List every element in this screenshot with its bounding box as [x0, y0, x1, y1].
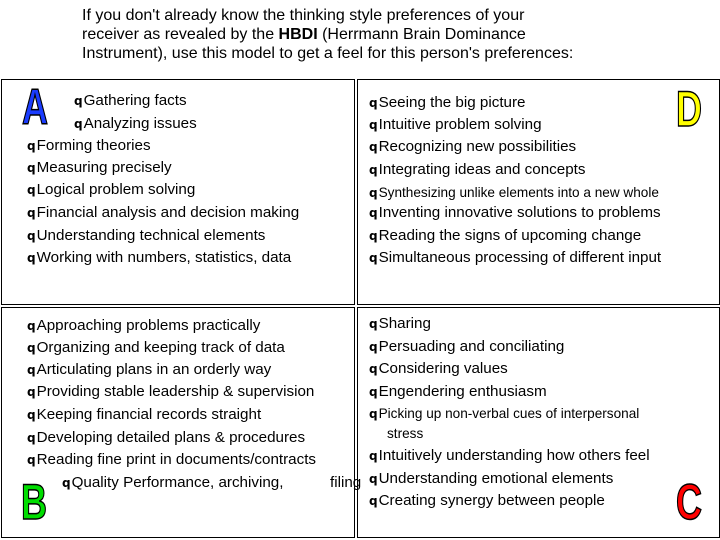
quadrant-d-item	[369, 138, 576, 156]
quadrant-a-item	[74, 92, 187, 110]
quadrant-d-item	[369, 204, 661, 222]
quadrant-d-item	[369, 116, 542, 134]
quadrant-b-item	[27, 339, 285, 357]
item-text: Integrating ideas and concepts	[378, 161, 586, 178]
quadrant-c-item	[369, 492, 605, 510]
item-text: Recognizing new possibilities	[378, 138, 577, 155]
item-text: Organizing and keeping track of data	[36, 339, 285, 356]
item-text: Understanding technical elements	[36, 227, 266, 244]
quadrant-c-letter: C	[676, 474, 702, 530]
bullet-icon: q	[369, 362, 378, 376]
item-text: Logical problem solving	[36, 181, 196, 198]
item-text: Creating synergy between people	[378, 492, 605, 509]
intro-line-2-pre: receiver as revealed by the	[82, 26, 279, 43]
item-text: Inventing innovative solutions to problems	[378, 204, 661, 221]
bullet-icon: q	[27, 385, 36, 399]
bullet-icon: q	[62, 476, 71, 490]
item-text: Forming theories	[36, 137, 151, 154]
bullet-icon: q	[369, 317, 378, 331]
quadrant-b-item	[27, 383, 314, 401]
bullet-icon: q	[27, 319, 36, 333]
bullet-icon: q	[369, 385, 378, 399]
item-text: Developing detailed plans & procedures	[36, 429, 306, 446]
quadrant-d-item	[369, 161, 585, 179]
item-text: Engendering enthusiasm	[378, 383, 547, 400]
quadrant-c-item	[369, 315, 431, 333]
item-text: Quality Performance, archiving,	[71, 474, 284, 491]
item-text: Persuading and conciliating	[378, 338, 565, 355]
item-text: Articulating plans in an orderly way	[36, 361, 272, 378]
bullet-icon: q	[369, 163, 378, 177]
quadrant-a-item	[27, 181, 195, 199]
bullet-icon: q	[27, 363, 36, 377]
bullet-icon: q	[369, 449, 378, 463]
bullet-icon: q	[27, 206, 36, 220]
bullet-icon: q	[27, 251, 36, 265]
intro-line-1: If you don't already know the thinking style preferences of your	[82, 7, 525, 24]
bullet-icon: q	[369, 407, 378, 421]
item-text: Working with numbers, statistics, data	[36, 249, 292, 266]
bullet-icon: q	[27, 229, 36, 243]
bullet-icon: q	[74, 94, 83, 108]
bullet-icon: q	[369, 118, 378, 132]
bullet-icon: q	[369, 472, 378, 486]
item-text: Providing stable leadership & supervision	[36, 383, 315, 400]
quadrant-c-item	[369, 338, 564, 356]
quadrant-c-item	[369, 405, 639, 423]
quadrant-c-item-cont	[387, 425, 423, 443]
quadrant-c-item	[369, 360, 508, 378]
quadrant-c-item	[369, 383, 547, 401]
quadrant-b-item	[27, 317, 260, 335]
item-text: Sharing	[378, 315, 431, 332]
bullet-icon: q	[369, 140, 378, 154]
quadrant-b-item	[27, 429, 305, 447]
quadrant-b-item	[27, 361, 271, 379]
intro-text	[82, 6, 682, 63]
item-text: Simultaneous processing of different input	[378, 249, 662, 266]
bullet-icon: q	[369, 340, 378, 354]
item-text: filing	[330, 474, 362, 491]
item-text: Reading the signs of upcoming change	[378, 227, 642, 244]
bullet-icon: q	[74, 117, 83, 131]
hbdi-label: HBDI	[278, 26, 318, 43]
item-text: Keeping financial records straight	[36, 406, 262, 423]
item-text: Seeing the big picture	[378, 94, 526, 111]
bullet-icon: q	[27, 453, 36, 467]
intro-line-2	[82, 25, 682, 44]
bullet-icon: q	[27, 183, 36, 197]
bullet-icon: q	[27, 161, 36, 175]
quadrant-a-item	[27, 159, 172, 177]
item-text: Picking up non-verbal cues of interpersonal	[378, 406, 640, 421]
item-text: Analyzing issues	[83, 115, 197, 132]
item-text: Intuitively understanding how others feel	[378, 447, 650, 464]
quadrant-c-item	[369, 447, 650, 465]
quadrant-d-item	[369, 249, 661, 267]
item-text: Gathering facts	[83, 92, 187, 109]
quadrant-c-item	[369, 470, 613, 488]
bullet-icon: q	[27, 431, 36, 445]
bullet-icon: q	[369, 229, 378, 243]
bullet-icon: q	[369, 494, 378, 508]
quadrant-b-item	[27, 406, 261, 424]
item-text: Synthesizing unlike elements into a new whole	[378, 185, 659, 200]
quadrant-a-item	[74, 115, 197, 133]
bullet-icon: q	[27, 139, 36, 153]
bullet-icon: q	[27, 408, 36, 422]
item-text: Considering values	[378, 360, 508, 377]
bullet-icon: q	[369, 206, 378, 220]
quadrant-b-item	[27, 451, 316, 469]
quadrant-d-item	[369, 184, 659, 202]
quadrant-a-letter: A	[22, 79, 48, 135]
bullet-icon: q	[27, 341, 36, 355]
item-text: Approaching problems practically	[36, 317, 261, 334]
item-text: Measuring precisely	[36, 159, 172, 176]
quadrant-a-item	[27, 227, 265, 245]
intro-line-2-post: (Herrmann Brain Dominance	[317, 26, 526, 43]
quadrant-d-letter: D	[676, 81, 702, 137]
item-text: Financial analysis and decision making	[36, 204, 300, 221]
quadrant-a-item	[27, 137, 151, 155]
intro-line-3: Instrument), use this model to get a feel for this person's preferences:	[82, 45, 574, 62]
item-text: Reading fine print in documents/contracts	[36, 451, 317, 468]
quadrant-b-letter: B	[21, 474, 47, 530]
bullet-icon: q	[369, 186, 378, 200]
quadrant-a-item	[27, 249, 291, 267]
quadrant-b-item	[62, 474, 283, 492]
quadrant-b-item-cont	[330, 474, 361, 492]
quadrant-a-item	[27, 204, 299, 222]
bullet-icon: q	[369, 96, 378, 110]
item-text: Intuitive problem solving	[378, 116, 542, 133]
quadrant-d-item	[369, 227, 641, 245]
quadrant-d-item	[369, 94, 526, 112]
item-text: Understanding emotional elements	[378, 470, 614, 487]
bullet-icon: q	[369, 251, 378, 265]
item-text: stress	[387, 426, 424, 441]
